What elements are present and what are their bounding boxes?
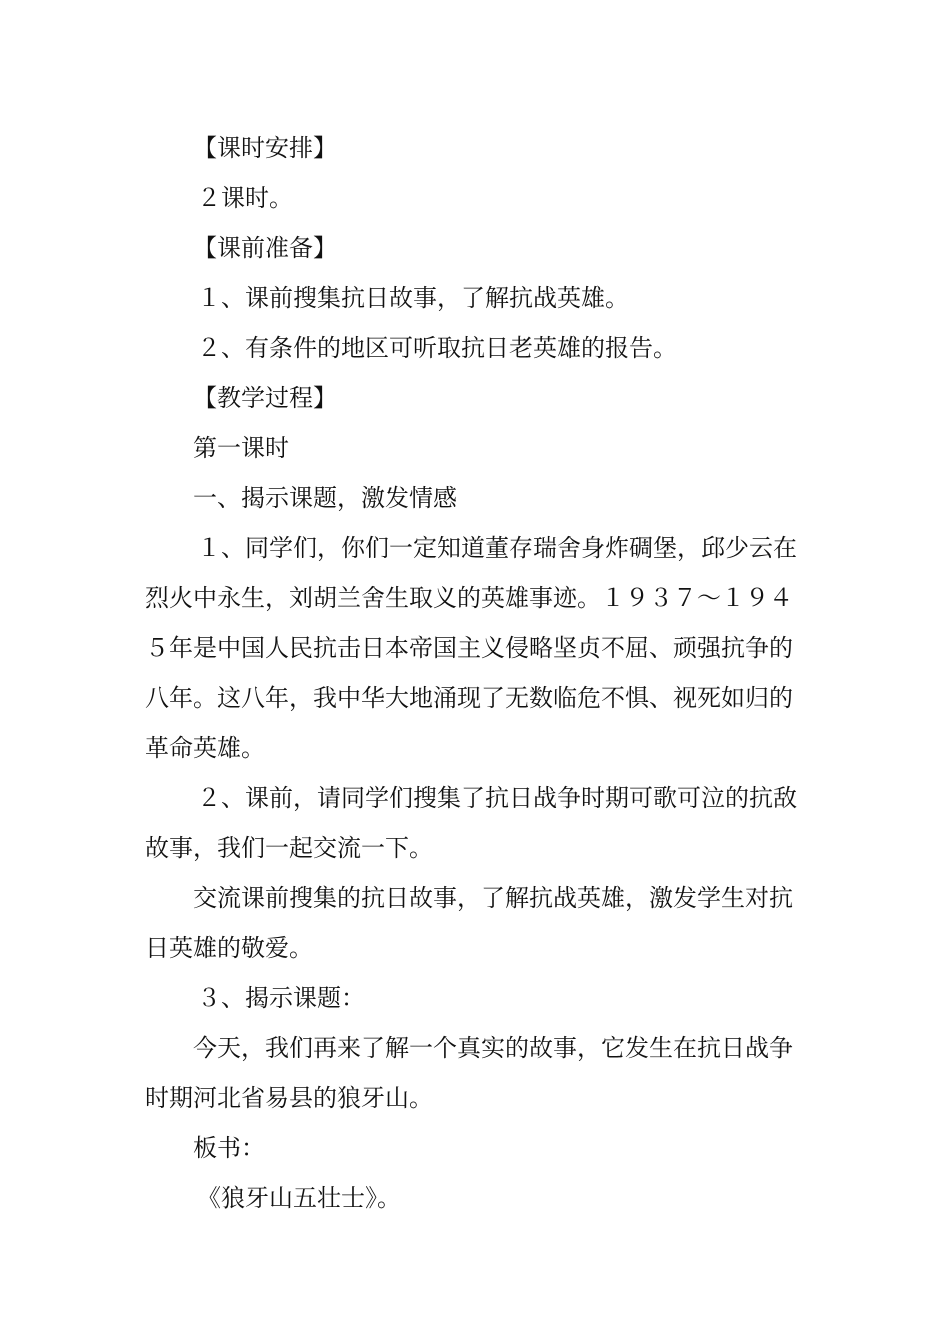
heading-first-lesson: 第一课时 xyxy=(193,434,289,462)
paragraph-lesson-count: ２课时。 xyxy=(197,184,293,212)
heading-section-one: 一、揭示课题，激发情感 xyxy=(193,484,457,512)
paragraph-preparation-2: ２、有条件的地区可听取抗日老英雄的报告。 xyxy=(197,334,677,362)
paragraph-step-3: ３、揭示课题： xyxy=(197,984,365,1012)
paragraph-step-1: １、同学们，你们一定知道董存瑞舍身炸碉堡，邱少云在烈火中永生，刘胡兰舍生取义的英雄事迹。１９３７～１９４５年是中国人民抗击日本帝国主义侵略坚贞不屈、顽强抗争的八年。这八年，我中华大地涌现了无数临危不惧、视死如归的革命英雄。 xyxy=(145,534,797,762)
heading-lesson-schedule: 【课时安排】 xyxy=(193,134,337,162)
paragraph-step-2: ２、课前，请同学们搜集了抗日战争时期可歌可泣的抗敌故事，我们一起交流一下。 xyxy=(145,784,797,862)
paragraph-preparation-1: １、课前搜集抗日故事，了解抗战英雄。 xyxy=(197,284,629,312)
paragraph-story-intro: 今天，我们再来了解一个真实的故事，它发生在抗日战争时期河北省易县的狼牙山。 xyxy=(145,1034,793,1112)
paragraph-board-label: 板书： xyxy=(193,1134,265,1162)
heading-preparation: 【课前准备】 xyxy=(193,234,337,262)
heading-teaching-process: 【教学过程】 xyxy=(193,384,337,412)
paragraph-board-title: 《狼牙山五壮士》。 xyxy=(197,1184,401,1212)
paragraph-exchange: 交流课前搜集的抗日故事，了解抗战英雄，激发学生对抗日英雄的敬爱。 xyxy=(145,884,793,962)
